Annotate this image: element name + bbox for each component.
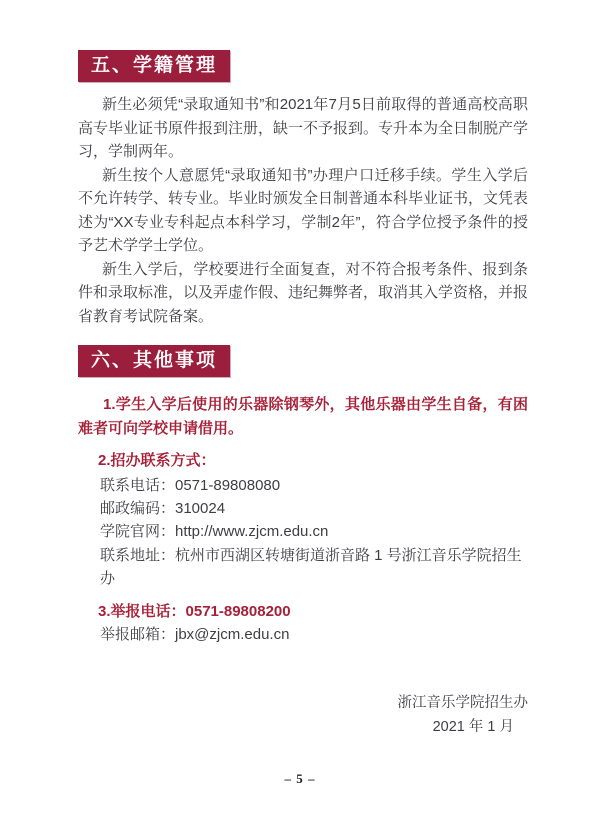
section5-paragraph-3: 新生入学后，学校要进行全面复查，对不符合报考条件、报到条件和录取标准，以及弄虚作假、违纪舞弊者，取消其入学资格，并报省教育考试院备案。	[78, 260, 529, 325]
signature-block	[78, 692, 528, 739]
section5-paragraph-1: 新生必须凭“录取通知书”和2021年7月5日前取得的普通高校高职高专毕业证书原件报到注册，缺一不予报到。专升本为全日制脱产学习，学制两年。	[78, 96, 529, 160]
contact-phone-line: 联系电话：0571-89808080	[100, 476, 281, 494]
report-email-line: 举报邮箱：jbx@zjcm.edu.cn	[100, 626, 290, 644]
section6-title: 六、其他事项	[91, 350, 218, 371]
section5-paragraph-2: 新生按个人意愿凭“录取通知书”办理户口迁移手续。学生入学后不允许转学、转专业。毕业时颁发全日制普通本科毕业证书，文凭表述为“XX专业专科起点本科学习，学制2年”，符合学位授予条件的授予艺术学学士学位。	[78, 166, 529, 254]
page-number: – 5 –	[284, 771, 316, 786]
signature-organization: 浙江音乐学院招生办	[397, 695, 528, 712]
section5-title-banner	[78, 50, 230, 82]
contact-website-line: 学院官网：http://www.zjcm.edu.cn	[100, 523, 329, 541]
section6-item3-report-phone-heading: 3.举报电话：0571-89808200	[98, 602, 291, 620]
signature-date: 2021 年 1 月	[432, 719, 514, 736]
contact-address-line: 联系地址：杭州市西湖区转塘街道浙音路 1 号浙江音乐学院招生办	[100, 546, 522, 588]
section6-title-banner	[78, 345, 230, 377]
section5-body	[78, 93, 528, 328]
section6-item1-instrument-note: 1.学生入学后使用的乐器除钢琴外，其他乐器由学生自备，有困难者可向学校申请借用。	[78, 396, 528, 437]
section5-title: 五、学籍管理	[91, 55, 218, 76]
section6-body	[78, 393, 528, 646]
contact-details	[78, 474, 528, 591]
contact-postcode-line: 邮政编码：310024	[100, 499, 226, 517]
section6-item2-contact-heading: 2.招办联系方式：	[98, 452, 216, 469]
